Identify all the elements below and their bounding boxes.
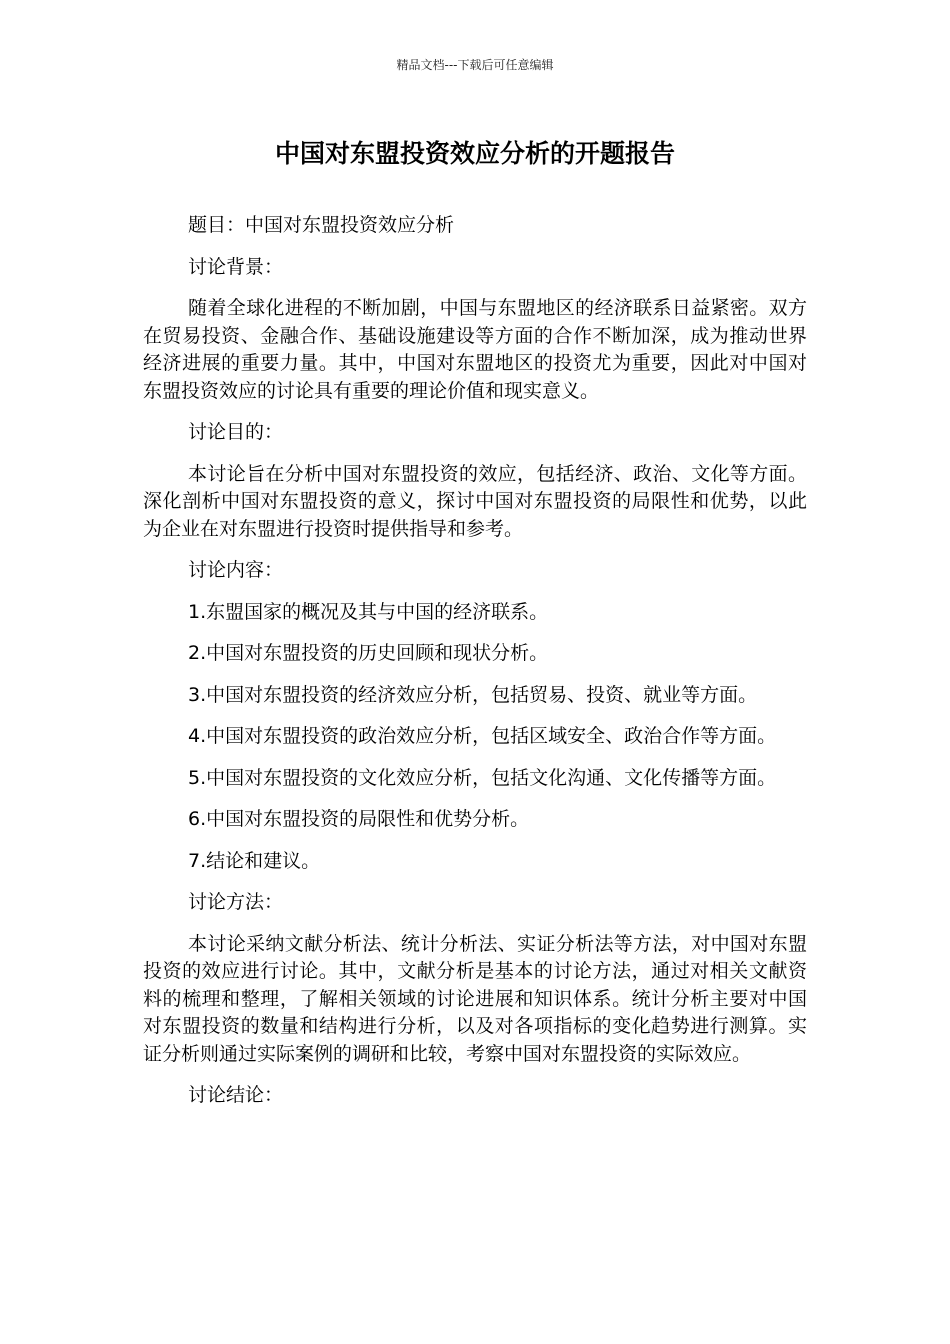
content-item: 7.结论和建议。 [188,849,321,872]
document-body [143,212,807,1124]
topic-line: 题目：中国对东盟投资效应分析 [188,214,455,236]
content-item: 5.中国对东盟投资的文化效应分析，包括文化沟通、文化传播等方面。 [188,766,777,789]
section-heading-conclusion: 讨论结论： [188,1084,284,1106]
purpose-paragraph: 本讨论旨在分析中国对东盟投资的效应，包括经济、政治、文化等方面。深化剖析中国对东盟投资的意义，探讨中国对东盟投资的局限性和优势，以此为企业在对东盟进行投资时提供指导和参考。 [143,462,807,540]
section-heading-purpose: 讨论目的： [188,421,284,443]
section-heading-method: 讨论方法： [188,891,284,913]
section-heading-content: 讨论内容： [188,559,284,581]
document-title: 中国对东盟投资效应分析的开题报告 [274,139,675,168]
background-paragraph: 随着全球化进程的不断加剧，中国与东盟地区的经济联系日益紧密。双方在贸易投资、金融合作、基础设施建设等方面的合作不断加深，成为推动世界经济进展的重要力量。其中，中国对东盟地区的投资尤为重要，因此对中国对东盟投资效应的讨论具有重要的理论价值和现实意义。 [143,297,807,402]
page-header: 精品文档---下载后可任意编辑 [396,58,554,72]
method-paragraph: 本讨论采纳文献分析法、统计分析法、实证分析法等方法，对中国对东盟投资的效应进行讨论。其中，文献分析是基本的讨论方法，通过对相关文献资料的梳理和整理，了解相关领域的讨论进展和知识体系。统计分析主要对中国对东盟投资的数量和结构进行分析，以及对各项指标的变化趋势进行测算。实证分析则通过实际案例的调研和比较，考察中国对东盟投资的实际效应。 [143,932,807,1065]
content-item: 2.中国对东盟投资的历史回顾和现状分析。 [188,642,549,664]
content-item: 1.东盟国家的概况及其与中国的经济联系。 [188,600,549,623]
content-item: 4.中国对东盟投资的政治效应分析，包括区域安全、政治合作等方面。 [188,725,777,747]
content-item: 3.中国对东盟投资的经济效应分析，包括贸易、投资、就业等方面。 [188,683,758,706]
content-item: 6.中国对东盟投资的局限性和优势分析。 [188,808,530,830]
section-heading-background: 讨论背景： [188,255,284,278]
